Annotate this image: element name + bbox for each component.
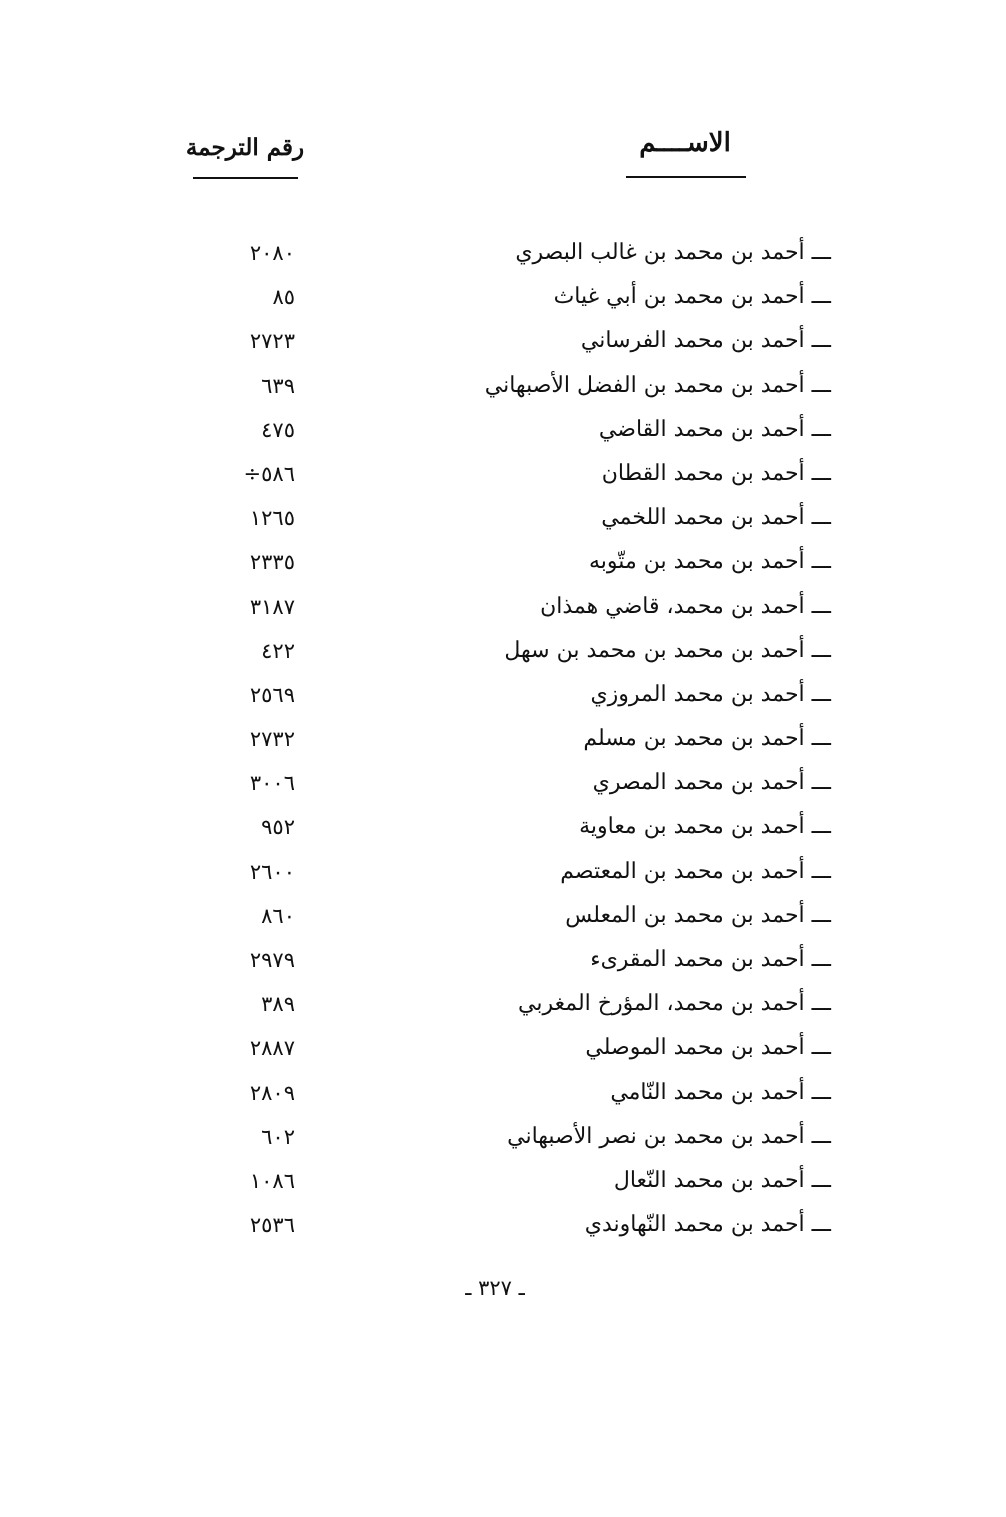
index-entry-row xyxy=(0,852,1006,896)
entry-name: ـــ أحمد بن محمد بن غالب البصري xyxy=(515,240,831,265)
entry-translation-number: ٣١٨٧ xyxy=(249,594,295,619)
entry-name: ـــ أحمد بن محمد النّامي xyxy=(610,1079,831,1105)
index-entry-row xyxy=(0,498,1006,542)
entry-name: ـــ أحمد بن محمد المروزي xyxy=(590,681,831,707)
entry-translation-number: ٤٢٢ xyxy=(261,638,295,663)
name-header-underline xyxy=(626,176,746,178)
entry-name: ـــ أحمد بن محمد المقرىء xyxy=(590,947,831,972)
entry-translation-number: ٨٦٠ xyxy=(261,903,295,928)
index-entry-row xyxy=(0,1161,1006,1205)
entry-translation-number: ٢٨٨٧ xyxy=(249,1036,295,1061)
index-entry-row xyxy=(0,1117,1006,1161)
entry-name: ـــ أحمد بن محمد القاضي xyxy=(598,416,831,442)
entry-name: ـــ أحمد بن محمد بن أبي غياث xyxy=(553,284,831,310)
index-entry-row xyxy=(0,277,1006,321)
index-entry-row xyxy=(0,454,1006,498)
page-number: ـ ٣٢٧ ـ xyxy=(465,1276,525,1300)
entry-translation-number: ٢٥٦٩ xyxy=(249,682,295,707)
entry-translation-number: ÷٥٨٦ xyxy=(243,461,295,486)
index-entry-row xyxy=(0,542,1006,586)
index-entry-row xyxy=(0,763,1006,807)
number-header-underline xyxy=(193,177,298,179)
index-entries-list xyxy=(0,233,1006,1249)
index-entry-row xyxy=(0,1205,1006,1249)
entry-translation-number: ٢٥٣٦ xyxy=(249,1213,295,1238)
entry-name: ـــ أحمد بن محمد المصري xyxy=(592,770,831,796)
entry-name: ـــ أحمد بن محمد بن محمد بن سهل xyxy=(504,637,831,663)
number-column-header: رقم الترجمة xyxy=(185,134,305,161)
index-entry-row xyxy=(0,675,1006,719)
name-column-header: الاســــم xyxy=(639,128,731,158)
entry-translation-number: ٦٠٢ xyxy=(261,1124,295,1149)
entry-name: ـــ أحمد بن محمد النّهاوندي xyxy=(584,1212,831,1238)
entry-translation-number: ٣٠٠٦ xyxy=(249,771,295,796)
entry-name: ـــ أحمد بن محمد النّعال xyxy=(613,1167,831,1193)
entry-translation-number: ٢٣٣٥ xyxy=(249,550,295,575)
entry-name: ـــ أحمد بن محمد بن نصر الأصبهاني xyxy=(507,1123,831,1149)
entry-translation-number: ٤٧٥ xyxy=(261,417,295,442)
index-entry-row xyxy=(0,1028,1006,1072)
entry-translation-number: ٢٦٠٠ xyxy=(249,859,295,884)
entry-translation-number: ١٠٨٦ xyxy=(249,1168,295,1193)
index-entry-row xyxy=(0,719,1006,763)
index-entry-row xyxy=(0,321,1006,365)
index-entry-row xyxy=(0,984,1006,1028)
index-entry-row xyxy=(0,587,1006,631)
index-entry-row xyxy=(0,366,1006,410)
entry-translation-number: ١٢٦٥ xyxy=(249,506,295,531)
index-entry-row xyxy=(0,631,1006,675)
entry-name: ـــ أحمد بن محمد، المؤرخ المغربي xyxy=(518,991,831,1017)
index-entry-row xyxy=(0,807,1006,851)
entry-translation-number: ٢٨٠٩ xyxy=(249,1080,295,1105)
entry-translation-number: ٣٨٩ xyxy=(261,992,295,1017)
entry-translation-number: ٢٠٨٠ xyxy=(249,241,295,265)
entry-translation-number: ٢٧٣٢ xyxy=(249,727,295,752)
entry-name: ـــ أحمد بن محمد، قاضي همذان xyxy=(540,593,831,619)
entry-name: ـــ أحمد بن محمد الفرساني xyxy=(580,328,831,354)
entry-name: ـــ أحمد بن محمد بن المعتصم xyxy=(560,858,831,884)
entry-name: ـــ أحمد بن محمد القطان xyxy=(601,460,831,486)
index-entry-row xyxy=(0,896,1006,940)
entry-name: ـــ أحمد بن محمد اللخمي xyxy=(601,505,831,531)
entry-name: ـــ أحمد بن محمد بن متّوبه xyxy=(589,549,831,575)
entry-name: ـــ أحمد بن محمد بن معاوية xyxy=(579,814,831,840)
index-entry-row xyxy=(0,940,1006,984)
entry-translation-number: ٨٥ xyxy=(272,285,295,310)
index-entry-row xyxy=(0,233,1006,277)
entry-name: ـــ أحمد بن محمد بن المعلس xyxy=(565,902,831,928)
entry-translation-number: ٩٥٢ xyxy=(261,815,295,840)
entry-translation-number: ٢٧٢٣ xyxy=(249,329,295,354)
entry-name: ـــ أحمد بن محمد بن مسلم xyxy=(583,726,831,752)
index-entry-row xyxy=(0,410,1006,454)
index-entry-row xyxy=(0,1073,1006,1117)
entry-translation-number: ٢٩٧٩ xyxy=(249,948,295,972)
entry-name: ـــ أحمد بن محمد بن الفضل الأصبهاني xyxy=(484,372,831,398)
entry-translation-number: ٦٣٩ xyxy=(261,373,295,398)
entry-name: ـــ أحمد بن محمد الموصلي xyxy=(585,1035,831,1061)
